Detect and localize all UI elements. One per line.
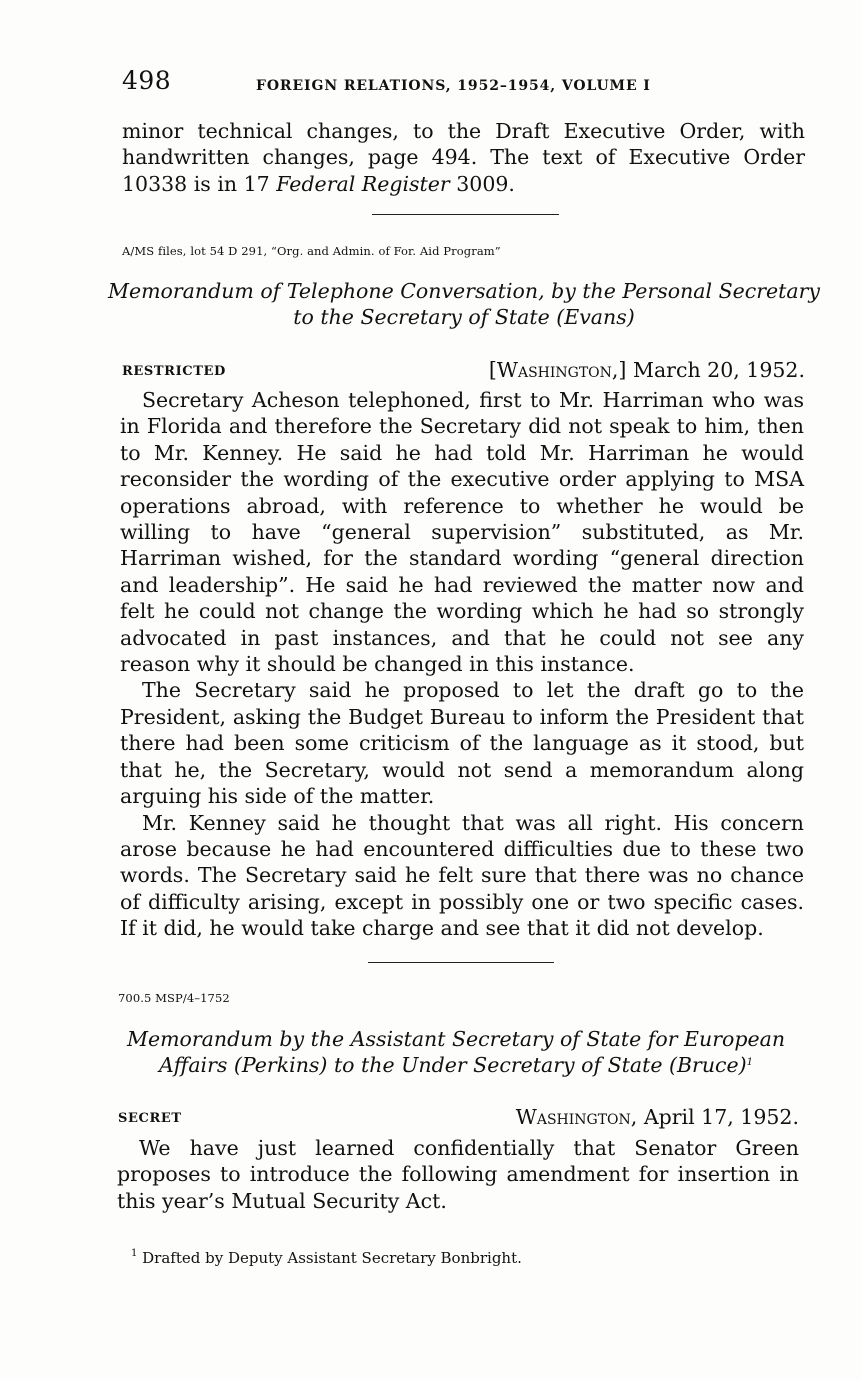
doc1-title-line2: to the Secretary of State (Evans) bbox=[293, 305, 635, 329]
doc1-date bbox=[489, 358, 805, 382]
doc2-dateline bbox=[118, 1105, 799, 1131]
doc2-date bbox=[516, 1105, 799, 1129]
footnote bbox=[131, 1248, 791, 1268]
footnote-text: Drafted by Deputy Assistant Secretary Bonbright. bbox=[142, 1249, 522, 1267]
doc2-title-line2: Affairs (Perkins) to the Under Secretary of State (Bruce) bbox=[158, 1053, 747, 1077]
page-header bbox=[122, 66, 812, 100]
doc2-source-note: 700.5 MSP/4–1752 bbox=[118, 991, 230, 1005]
doc1-title bbox=[100, 278, 828, 330]
doc2-classification: SECRET bbox=[118, 1111, 182, 1126]
continuation-paragraph bbox=[122, 118, 805, 197]
doc2-date-value: April 17, 1952. bbox=[643, 1105, 799, 1129]
page-number: 498 bbox=[122, 66, 172, 95]
doc1-date-value: March 20, 1952. bbox=[632, 358, 805, 382]
doc1-paragraph: Mr. Kenney said he thought that was all right. His concern arose because he had encountered difficulties due to these two words. The Secretary said he felt sure that there was no chance of difficulty arising, except in possibly one or two specific cases. If it did, he would take charge and see that it did not develop. bbox=[120, 810, 804, 941]
doc1-classification: RESTRICTED bbox=[122, 364, 226, 379]
doc1-paragraph: Secretary Acheson telephoned, first to Mr. Harriman who was in Florida and therefore the Secretary did not speak to him, then to Mr. Kenney. He said he had told Mr. Harriman he would reconsider the wording of the executive order applying to MSA operations abroad, with reference to whether he would be willing to have “general supervision” substituted, as Mr. Harriman wished, for the standard wording “general direction and leadership”. He said he had reviewed the matter now and felt he could not change the wording which he had so strongly advocated in past instances, and that he could not see any reason why it should be changed in this instance. bbox=[120, 388, 804, 677]
doc2-title bbox=[88, 1026, 824, 1078]
running-head: FOREIGN RELATIONS, 1952–1954, VOLUME I bbox=[256, 78, 651, 94]
doc1-source-note: A/MS files, lot 54 D 291, “Org. and Admin. of For. Aid Program” bbox=[122, 244, 501, 258]
doc2-body bbox=[117, 1135, 799, 1214]
doc2-footnote-mark: 1 bbox=[746, 1057, 754, 1068]
section-divider bbox=[372, 214, 559, 215]
continuation-text bbox=[122, 118, 805, 197]
footnote-mark: 1 bbox=[131, 1248, 138, 1259]
federal-register-citation: Federal Register bbox=[276, 171, 450, 196]
doc2-title-line2-wrapper bbox=[88, 1052, 824, 1078]
doc2-place: Washington, bbox=[515, 1105, 638, 1129]
doc1-place: [Washington,] bbox=[488, 358, 627, 382]
doc2-paragraph: We have just learned confidentially that Senator Green proposes to introduce the following amendment for insertion in this year’s Mutual Security Act. bbox=[117, 1136, 799, 1213]
doc1-dateline bbox=[122, 358, 805, 384]
doc2-title-line1: Memorandum by the Assistant Secretary of State for European bbox=[126, 1027, 786, 1051]
doc1-title-line1: Memorandum of Telephone Conversation, by the Personal Secretary bbox=[107, 279, 821, 303]
section-divider bbox=[368, 962, 554, 963]
continuation-text-before: minor technical changes, to the Draft Executive Order, with handwritten changes, page 494. The text of Executive Order 10338 is in 17 bbox=[122, 119, 805, 196]
doc1-body bbox=[120, 387, 804, 942]
doc1-paragraph: The Secretary said he proposed to let the draft go to the President, asking the Budget Bureau to inform the President that there had been some criticism of the language as it stood, but that he, the Secretary, would not send a memorandum along arguing his side of the matter. bbox=[120, 678, 804, 809]
continuation-text-after: 3009. bbox=[449, 171, 515, 196]
